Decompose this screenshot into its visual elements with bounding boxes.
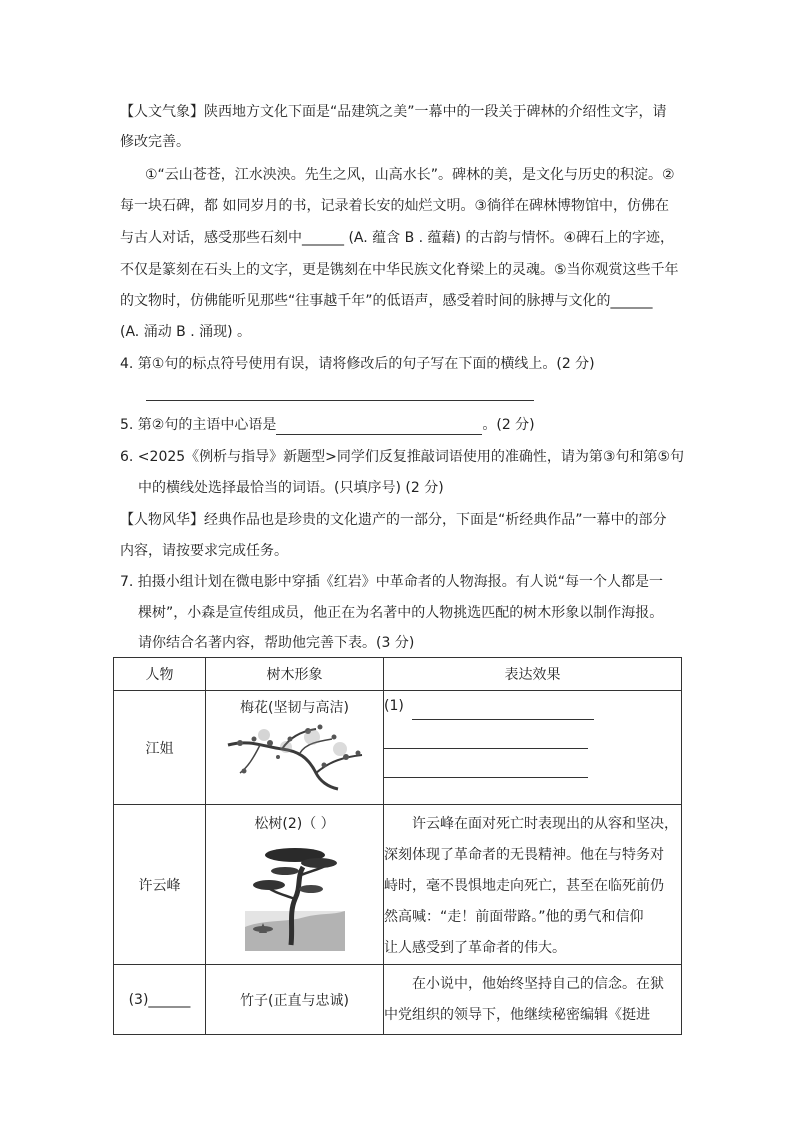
effect-answer-1-label: (1) [384, 698, 404, 714]
table-row [114, 965, 682, 1035]
passage-line: 每一块石碑，都 如同岁月的书，记录着长安的灿烂文明。③徜徉在碑林博物馆中，仿佛在 [120, 198, 669, 214]
tree-cell: 竹子(正直与忠诚) [206, 965, 384, 1035]
effect-cell [384, 691, 682, 805]
question-4: 4. 第①句的标点符号使用有误，请将修改后的句子写在下面的横线上。(2 分) [120, 356, 595, 372]
question-7-line3: 请你结合名著内容，帮助他完善下表。(3 分) [138, 635, 415, 651]
pine-tree-image [206, 841, 383, 951]
answer-blank-q5[interactable] [276, 418, 482, 435]
table-row [114, 691, 682, 805]
person-cell: 许云峰 [114, 805, 206, 965]
table-header-person: 人物 [114, 658, 206, 691]
section2-intro-line2: 内容，请按要求完成任务。 [120, 543, 288, 559]
effect-text-line: 然高喊：“走！前面带路。”他的勇气和信仰 [384, 909, 644, 925]
answer-line-1b[interactable] [384, 722, 588, 749]
question-5-suffix: 。(2 分) [482, 417, 535, 433]
table-header-effect: 表达效果 [384, 658, 682, 691]
section2-intro-line1: 【人物风华】经典作品也是珍贵的文化遗产的一部分，下面是“析经典作品”一幕中的部分 [120, 512, 667, 528]
tree-cell [206, 691, 384, 805]
question-5-prefix: 5. 第②句的主语中心语是 [120, 417, 277, 433]
answer-line-1c[interactable] [384, 751, 588, 778]
plum-blossom-image [206, 717, 383, 791]
section1-intro-line2: 修改完善。 [120, 134, 190, 150]
question-7-line1: 7. 拍摄小组计划在微电影中穿插《红岩》中革命者的人物海报。有人说“每一个人都是一 [120, 574, 664, 590]
tree-label: 松树(2)（ ） [254, 816, 335, 832]
effect-text-line: 峙时，毫不畏惧地走向死亡，甚至在临死前仍 [384, 878, 664, 894]
effect-text-line: 深刻体现了革命者的无畏精神。他在与特务对 [384, 847, 664, 863]
section1-intro-line1: 【人文气象】陕西地方文化下面是“品建筑之美”一幕中的一段关于碑林的介绍性文字，请 [120, 104, 667, 120]
character-tree-table [113, 657, 682, 1035]
passage-line: 与古人对话，感受那些石刻中______ (A. 蕴含 B . 蕴藉) 的古韵与情怀。④碑石上的字迹， [120, 230, 675, 246]
question-5 [120, 415, 680, 435]
passage-line: 不仅是篆刻在石头上的文字，更是镌刻在中华民族文化脊梁上的灵魂。⑤当你观赏这些千年 [120, 262, 679, 278]
question-6-line1: 6. <2025《例析与指导》新题型>同学们反复推敲词语使用的准确性，请为第③句和第⑤句 [120, 449, 684, 465]
person-cell-blank[interactable]: (3)______ [114, 965, 206, 1035]
effect-answer-1-row [384, 691, 681, 722]
effect-cell [384, 805, 682, 965]
answer-line-1a[interactable] [412, 693, 594, 720]
table-row [114, 805, 682, 965]
effect-text-line: 让人感受到了革命者的伟大。 [384, 940, 566, 956]
question-6-line2: 中的横线处选择最恰当的词语。(只填序号) (2 分) [138, 480, 444, 496]
tree-cell [206, 805, 384, 965]
passage-line: 的文物时，仿佛能听见那些“往事越千年”的低语声，感受着时间的脉搏与文化的______ [120, 293, 653, 309]
effect-cell [384, 965, 682, 1035]
effect-text-line: 中党组织的领导下，他继续秘密编辑《挺进 [384, 1007, 650, 1023]
tree-label: 梅花(坚韧与高洁) [240, 700, 349, 716]
effect-text-line: 许云峰在面对死亡时表现出的从容和坚决， [412, 816, 678, 832]
table-header-row [114, 658, 682, 691]
table-header-tree: 树木形象 [206, 658, 384, 691]
effect-text-line: 在小说中，他始终坚持自己的信念。在狱 [412, 976, 664, 992]
question-7-line2: 棵树”，小森是宣传组成员，他正在为名著中的人物挑选匹配的树木形象以制作海报。 [138, 605, 664, 621]
answer-line-q4[interactable] [146, 400, 534, 401]
passage-line: ①“云山苍苍，江水泱泱。先生之风，山高水长”。碑林的美，是文化与历史的积淀。② [145, 167, 675, 183]
person-cell: 江姐 [114, 691, 206, 805]
passage-line: (A. 涌动 B . 涌现) 。 [120, 324, 252, 340]
